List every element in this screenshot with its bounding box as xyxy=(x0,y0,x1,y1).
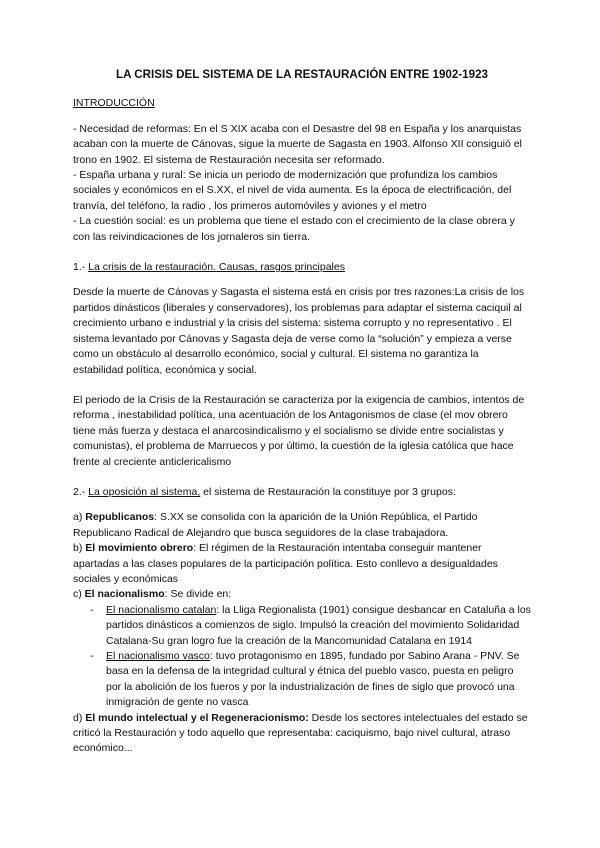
item-d-prefix: d) xyxy=(73,711,86,724)
list-item-nacionalismo-vasco xyxy=(73,649,531,711)
item-a-text: : S.XX se consolida con la aparición de la Unión República, el Partido Republicano Radical de Alejandro que busca seguidores de la clase trabajadora. xyxy=(73,511,478,539)
list-item-text: : tuvo protagonismo en 1895, fundado por Sabino Arana - PNV. Se basa en la defensa de la integridad cultural y étnica del pueblo vasco, puesta en peligro por la abolición de los fueros y por la industrialización de fines de siglo que provocó una inmigración de gente no vasca xyxy=(106,650,520,709)
list-dash: - xyxy=(90,603,94,616)
section2-number: 2.- xyxy=(73,485,89,498)
list-item-nacionalismo-catalan xyxy=(73,603,531,649)
item-a-prefix: a) xyxy=(73,511,86,524)
document-title: LA CRISIS DEL SISTEMA DE LA RESTAURACIÓN ENTRE 1902-1923 xyxy=(116,68,488,81)
section2-title: La oposición al sistema, xyxy=(88,485,201,498)
item-c-nacionalismo xyxy=(73,587,531,602)
item-c-text: : Se divide en: xyxy=(164,588,232,601)
section1-number: 1.- xyxy=(73,261,89,274)
item-b-label: El movimiento obrero xyxy=(85,542,194,555)
intro-paragraph-reformas: - Necesidad de reformas: En el S XIX acaba con el Desastre del 98 en España y los anarquistas acaban con la muerte de Cánovas, sigue la muerte de Sagasta en 1903. Alfonso XII consiguió el trono en 1902. El sistema de Restauración necesita ser reformado. xyxy=(73,122,522,166)
section2-title-rest: el sistema de Restauración la constituye por 3 grupos: xyxy=(200,485,456,498)
item-b-movimiento-obrero xyxy=(73,541,531,587)
item-d-label: El mundo intelectual y el Regeneracionismo: xyxy=(85,711,309,724)
section1-paragraph-2: El periodo de la Crisis de la Restauración se caracteriza por la exigencia de cambios, intentos de reforma , inestabilidad política, una acentuación de los Antagonismos de clase (el mov obrero tiene más fuerza y destaca el anarcosindicalismo y el socialismo se divide entre socialistas y comunistas), el problema de Marruecos y por último, la cuestión de la iglesia católica que hace frente al creciente anticlericalismo xyxy=(73,393,525,468)
item-c-label: El nacionalismo xyxy=(84,588,165,601)
list-item-title: El nacionalismo catalan xyxy=(106,603,217,616)
intro-paragraph-cuestion-social: - La cuestión social: es un problema que tiene el estado con el crecimiento de la clase obrera y con las reivindicaciones de los jornaleros sin tierra. xyxy=(73,215,515,243)
intro-heading xyxy=(73,96,531,111)
item-a-republicanos xyxy=(73,510,531,541)
list-dash: - xyxy=(90,650,94,662)
section1-heading xyxy=(73,260,531,275)
item-d-text: Desde los sectores intelectuales del estado se criticó la Restauración y todo aquello que representaba: caciquismo, bajo nivel cultural, atraso económico... xyxy=(73,711,528,755)
intro-heading-text: INTRODUCCIÓN xyxy=(73,97,155,110)
section2-heading xyxy=(73,485,531,500)
nacionalismo-list xyxy=(73,603,531,711)
list-item-title: El nacionalismo vasco xyxy=(106,650,210,662)
section1-paragraph-1: Desde la muerte de Cánovas y Sagasta el sistema está en crisis por tres razones:La crisis de los partidos dinásticos (liberales y conservadores), los problemas para adaptar el sistema caciquil al crecimiento urbano e industrial y la crisis del sistema: sistema corrupto y no representativo . El sistema levantado por Cánovas y Sagasta deja de verse como la “solución” y empieza a verse como un obstáculo al desarrollo económico, social y cultural. El sistema no garantiza la estabilidad política, económica y social. xyxy=(73,286,525,376)
item-b-prefix: b) xyxy=(73,542,86,555)
intro-paragraph-espana: - España urbana y rural: Se inicia un periodo de modernización que profundiza los cambios sociales y económicos en el S.XX, el nivel de vida aumenta. Es la época de electrificación, del tranvía, del teléfono, la radio , los primeros automóviles y aviones y el metro xyxy=(73,169,512,212)
document-body xyxy=(73,67,531,757)
item-c-prefix: c) xyxy=(73,588,85,601)
section1-title: La crisis de la restauración. Causas, rasgos principales xyxy=(88,261,345,274)
item-d-mundo-intelectual xyxy=(73,711,531,757)
item-a-label: Republicanos xyxy=(85,511,155,524)
item-b-text: : El régimen de la Restauración intentaba conseguir mantener apartadas a las clases populares de la participación política. Esto conllevo a desigualdades sociales y económicas xyxy=(73,542,498,585)
list-item-text: : la Lliga Regionalista (1901) consigue desbancar en Cataluña a los partidos dinásticos a comienzos de siglo. Impulsó la creación del movimiento Solidaridad Catalana-Su gran logro fue la creación de la Mancomunidad Catalana en 1914 xyxy=(106,603,531,647)
